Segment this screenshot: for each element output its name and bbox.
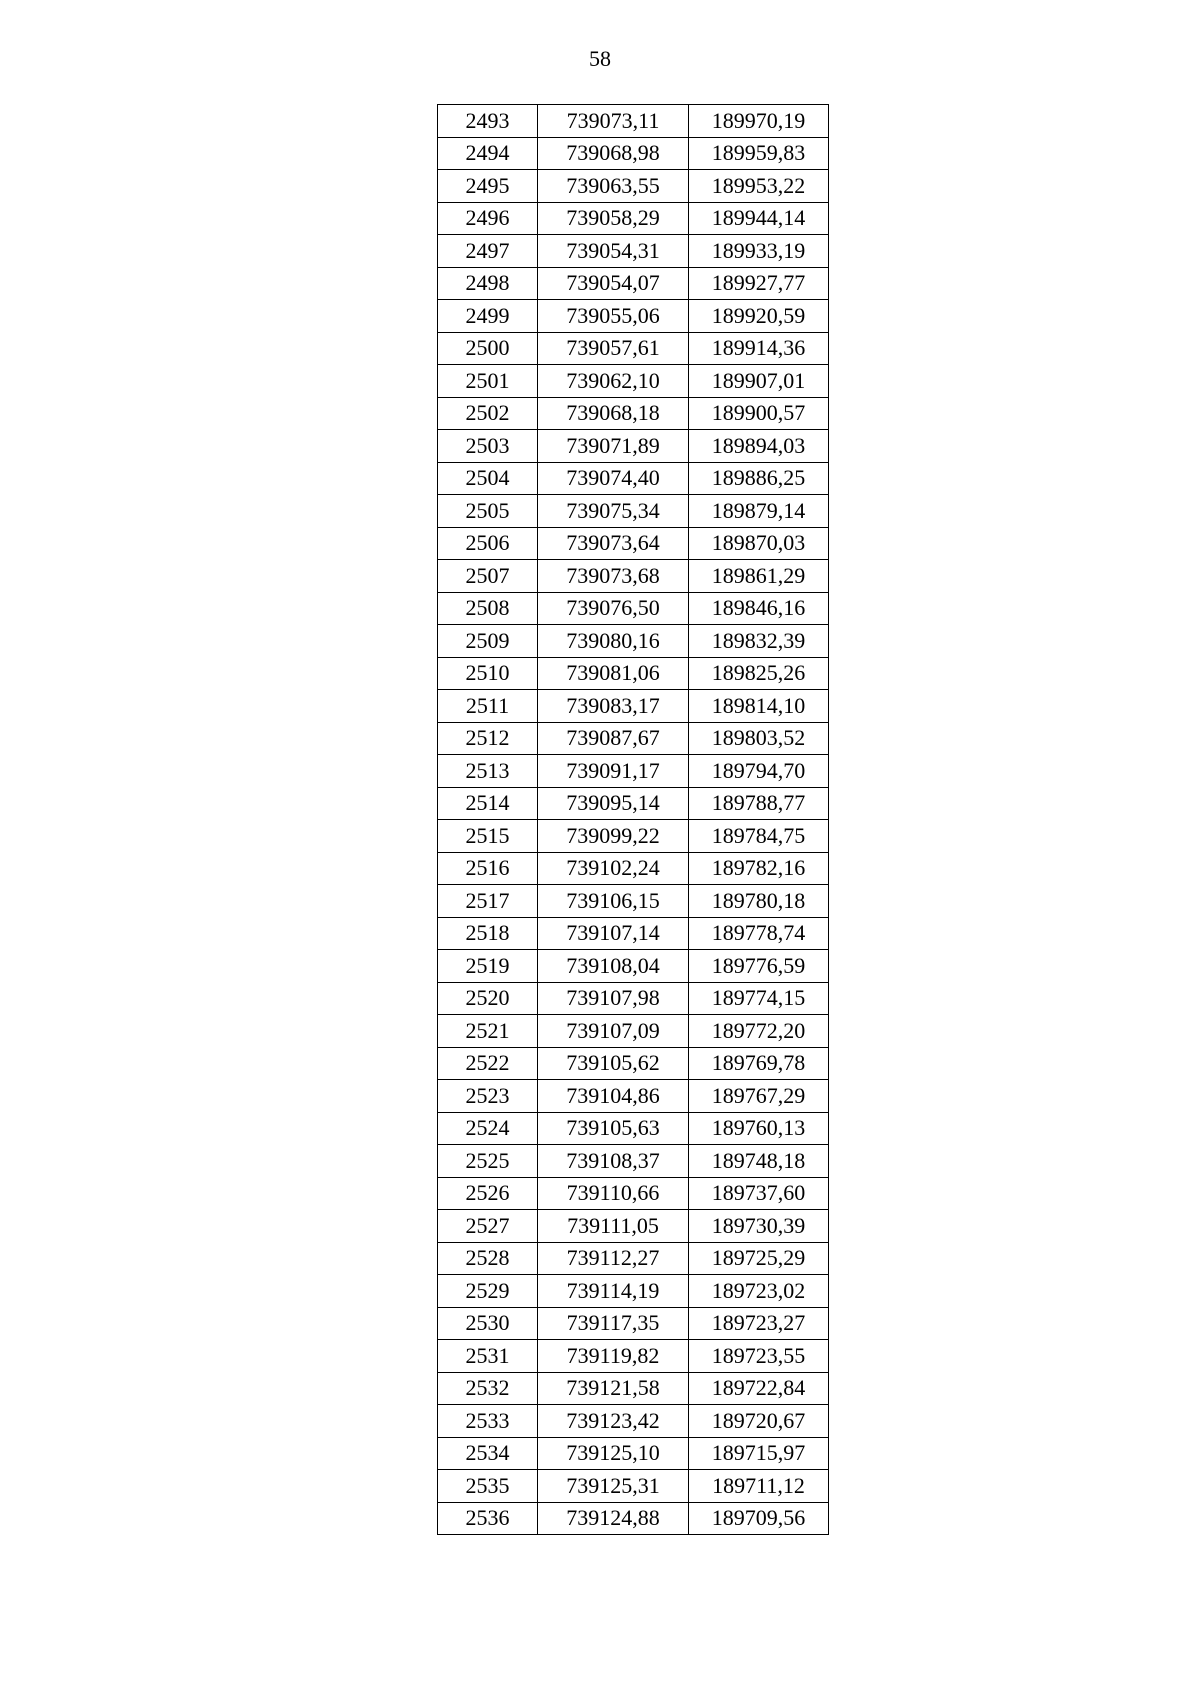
x-coordinate-cell: 739125,10 xyxy=(538,1437,689,1470)
x-coordinate-cell: 739083,17 xyxy=(538,690,689,723)
point-number-cell: 2508 xyxy=(438,592,538,625)
point-number-cell: 2529 xyxy=(438,1275,538,1308)
x-coordinate-cell: 739119,82 xyxy=(538,1340,689,1373)
x-coordinate-cell: 739105,62 xyxy=(538,1047,689,1080)
table-row xyxy=(438,235,829,268)
table-row xyxy=(438,170,829,203)
x-coordinate-cell: 739106,15 xyxy=(538,885,689,918)
table-row xyxy=(438,885,829,918)
table-row xyxy=(438,950,829,983)
x-coordinate-cell: 739087,67 xyxy=(538,722,689,755)
table-row xyxy=(438,1405,829,1438)
y-coordinate-cell: 189782,16 xyxy=(689,852,829,885)
x-coordinate-cell: 739105,63 xyxy=(538,1112,689,1145)
y-coordinate-cell: 189894,03 xyxy=(689,430,829,463)
y-coordinate-cell: 189879,14 xyxy=(689,495,829,528)
x-coordinate-cell: 739121,58 xyxy=(538,1372,689,1405)
x-coordinate-cell: 739073,11 xyxy=(538,105,689,138)
y-coordinate-cell: 189944,14 xyxy=(689,202,829,235)
table-row xyxy=(438,365,829,398)
point-number-cell: 2536 xyxy=(438,1502,538,1535)
x-coordinate-cell: 739104,86 xyxy=(538,1080,689,1113)
y-coordinate-cell: 189769,78 xyxy=(689,1047,829,1080)
point-number-cell: 2499 xyxy=(438,300,538,333)
point-number-cell: 2497 xyxy=(438,235,538,268)
point-number-cell: 2512 xyxy=(438,722,538,755)
point-number-cell: 2494 xyxy=(438,137,538,170)
point-number-cell: 2533 xyxy=(438,1405,538,1438)
table-row xyxy=(438,1307,829,1340)
x-coordinate-cell: 739111,05 xyxy=(538,1210,689,1243)
y-coordinate-cell: 189774,15 xyxy=(689,982,829,1015)
y-coordinate-cell: 189715,97 xyxy=(689,1437,829,1470)
table-row xyxy=(438,332,829,365)
table-row xyxy=(438,105,829,138)
point-number-cell: 2509 xyxy=(438,625,538,658)
y-coordinate-cell: 189953,22 xyxy=(689,170,829,203)
point-number-cell: 2515 xyxy=(438,820,538,853)
table-row xyxy=(438,1470,829,1503)
table-row xyxy=(438,722,829,755)
table-row xyxy=(438,560,829,593)
point-number-cell: 2524 xyxy=(438,1112,538,1145)
table-row xyxy=(438,1177,829,1210)
y-coordinate-cell: 189933,19 xyxy=(689,235,829,268)
table-row xyxy=(438,1242,829,1275)
y-coordinate-cell: 189825,26 xyxy=(689,657,829,690)
point-number-cell: 2493 xyxy=(438,105,538,138)
table-row xyxy=(438,137,829,170)
table-row xyxy=(438,300,829,333)
y-coordinate-cell: 189760,13 xyxy=(689,1112,829,1145)
point-number-cell: 2516 xyxy=(438,852,538,885)
y-coordinate-cell: 189803,52 xyxy=(689,722,829,755)
y-coordinate-cell: 189870,03 xyxy=(689,527,829,560)
x-coordinate-cell: 739073,68 xyxy=(538,560,689,593)
y-coordinate-cell: 189900,57 xyxy=(689,397,829,430)
x-coordinate-cell: 739112,27 xyxy=(538,1242,689,1275)
table-row xyxy=(438,1340,829,1373)
table-row xyxy=(438,657,829,690)
y-coordinate-cell: 189709,56 xyxy=(689,1502,829,1535)
y-coordinate-cell: 189722,84 xyxy=(689,1372,829,1405)
y-coordinate-cell: 189748,18 xyxy=(689,1145,829,1178)
point-number-cell: 2531 xyxy=(438,1340,538,1373)
y-coordinate-cell: 189711,12 xyxy=(689,1470,829,1503)
table-row xyxy=(438,1502,829,1535)
coordinates-table xyxy=(437,104,829,1535)
point-number-cell: 2526 xyxy=(438,1177,538,1210)
table-row xyxy=(438,787,829,820)
point-number-cell: 2514 xyxy=(438,787,538,820)
y-coordinate-cell: 189970,19 xyxy=(689,105,829,138)
y-coordinate-cell: 189959,83 xyxy=(689,137,829,170)
table-row xyxy=(438,982,829,1015)
table-row xyxy=(438,202,829,235)
y-coordinate-cell: 189927,77 xyxy=(689,267,829,300)
x-coordinate-cell: 739110,66 xyxy=(538,1177,689,1210)
x-coordinate-cell: 739058,29 xyxy=(538,202,689,235)
point-number-cell: 2528 xyxy=(438,1242,538,1275)
table-row xyxy=(438,1275,829,1308)
point-number-cell: 2496 xyxy=(438,202,538,235)
point-number-cell: 2535 xyxy=(438,1470,538,1503)
y-coordinate-cell: 189737,60 xyxy=(689,1177,829,1210)
table-row xyxy=(438,1015,829,1048)
table-row xyxy=(438,852,829,885)
point-number-cell: 2503 xyxy=(438,430,538,463)
point-number-cell: 2510 xyxy=(438,657,538,690)
x-coordinate-cell: 739091,17 xyxy=(538,755,689,788)
y-coordinate-cell: 189780,18 xyxy=(689,885,829,918)
y-coordinate-cell: 189832,39 xyxy=(689,625,829,658)
table-row xyxy=(438,462,829,495)
y-coordinate-cell: 189730,39 xyxy=(689,1210,829,1243)
point-number-cell: 2520 xyxy=(438,982,538,1015)
point-number-cell: 2517 xyxy=(438,885,538,918)
x-coordinate-cell: 739076,50 xyxy=(538,592,689,625)
point-number-cell: 2525 xyxy=(438,1145,538,1178)
coordinates-table-body xyxy=(438,105,829,1535)
table-row xyxy=(438,1112,829,1145)
x-coordinate-cell: 739107,14 xyxy=(538,917,689,950)
y-coordinate-cell: 189861,29 xyxy=(689,560,829,593)
y-coordinate-cell: 189914,36 xyxy=(689,332,829,365)
y-coordinate-cell: 189814,10 xyxy=(689,690,829,723)
y-coordinate-cell: 189784,75 xyxy=(689,820,829,853)
y-coordinate-cell: 189794,70 xyxy=(689,755,829,788)
x-coordinate-cell: 739099,22 xyxy=(538,820,689,853)
x-coordinate-cell: 739080,16 xyxy=(538,625,689,658)
table-row xyxy=(438,1210,829,1243)
point-number-cell: 2500 xyxy=(438,332,538,365)
point-number-cell: 2507 xyxy=(438,560,538,593)
y-coordinate-cell: 189788,77 xyxy=(689,787,829,820)
x-coordinate-cell: 739073,64 xyxy=(538,527,689,560)
x-coordinate-cell: 739068,98 xyxy=(538,137,689,170)
table-row xyxy=(438,690,829,723)
point-number-cell: 2498 xyxy=(438,267,538,300)
x-coordinate-cell: 739108,04 xyxy=(538,950,689,983)
x-coordinate-cell: 739075,34 xyxy=(538,495,689,528)
point-number-cell: 2504 xyxy=(438,462,538,495)
x-coordinate-cell: 739124,88 xyxy=(538,1502,689,1535)
y-coordinate-cell: 189846,16 xyxy=(689,592,829,625)
point-number-cell: 2521 xyxy=(438,1015,538,1048)
table-row xyxy=(438,917,829,950)
point-number-cell: 2502 xyxy=(438,397,538,430)
x-coordinate-cell: 739071,89 xyxy=(538,430,689,463)
x-coordinate-cell: 739117,35 xyxy=(538,1307,689,1340)
y-coordinate-cell: 189725,29 xyxy=(689,1242,829,1275)
table-row xyxy=(438,430,829,463)
x-coordinate-cell: 739081,06 xyxy=(538,657,689,690)
x-coordinate-cell: 739114,19 xyxy=(538,1275,689,1308)
table-row xyxy=(438,1145,829,1178)
point-number-cell: 2530 xyxy=(438,1307,538,1340)
y-coordinate-cell: 189723,55 xyxy=(689,1340,829,1373)
y-coordinate-cell: 189778,74 xyxy=(689,917,829,950)
table-row xyxy=(438,527,829,560)
page-number: 58 xyxy=(589,46,611,71)
x-coordinate-cell: 739054,31 xyxy=(538,235,689,268)
y-coordinate-cell: 189776,59 xyxy=(689,950,829,983)
point-number-cell: 2522 xyxy=(438,1047,538,1080)
x-coordinate-cell: 739068,18 xyxy=(538,397,689,430)
y-coordinate-cell: 189720,67 xyxy=(689,1405,829,1438)
x-coordinate-cell: 739062,10 xyxy=(538,365,689,398)
point-number-cell: 2511 xyxy=(438,690,538,723)
y-coordinate-cell: 189907,01 xyxy=(689,365,829,398)
point-number-cell: 2506 xyxy=(438,527,538,560)
x-coordinate-cell: 739107,09 xyxy=(538,1015,689,1048)
table-row xyxy=(438,397,829,430)
x-coordinate-cell: 739107,98 xyxy=(538,982,689,1015)
point-number-cell: 2534 xyxy=(438,1437,538,1470)
x-coordinate-cell: 739102,24 xyxy=(538,852,689,885)
table-row xyxy=(438,625,829,658)
point-number-cell: 2501 xyxy=(438,365,538,398)
x-coordinate-cell: 739095,14 xyxy=(538,787,689,820)
x-coordinate-cell: 739054,07 xyxy=(538,267,689,300)
x-coordinate-cell: 739063,55 xyxy=(538,170,689,203)
point-number-cell: 2495 xyxy=(438,170,538,203)
x-coordinate-cell: 739123,42 xyxy=(538,1405,689,1438)
table-row xyxy=(438,1080,829,1113)
y-coordinate-cell: 189723,27 xyxy=(689,1307,829,1340)
point-number-cell: 2513 xyxy=(438,755,538,788)
table-row xyxy=(438,267,829,300)
table-row xyxy=(438,1047,829,1080)
y-coordinate-cell: 189772,20 xyxy=(689,1015,829,1048)
table-row xyxy=(438,820,829,853)
point-number-cell: 2505 xyxy=(438,495,538,528)
table-row xyxy=(438,1437,829,1470)
point-number-cell: 2519 xyxy=(438,950,538,983)
table-row xyxy=(438,495,829,528)
x-coordinate-cell: 739055,06 xyxy=(538,300,689,333)
x-coordinate-cell: 739057,61 xyxy=(538,332,689,365)
point-number-cell: 2518 xyxy=(438,917,538,950)
y-coordinate-cell: 189920,59 xyxy=(689,300,829,333)
x-coordinate-cell: 739125,31 xyxy=(538,1470,689,1503)
table-row xyxy=(438,755,829,788)
y-coordinate-cell: 189723,02 xyxy=(689,1275,829,1308)
table-row xyxy=(438,1372,829,1405)
table-row xyxy=(438,592,829,625)
x-coordinate-cell: 739108,37 xyxy=(538,1145,689,1178)
point-number-cell: 2523 xyxy=(438,1080,538,1113)
y-coordinate-cell: 189767,29 xyxy=(689,1080,829,1113)
y-coordinate-cell: 189886,25 xyxy=(689,462,829,495)
point-number-cell: 2532 xyxy=(438,1372,538,1405)
x-coordinate-cell: 739074,40 xyxy=(538,462,689,495)
point-number-cell: 2527 xyxy=(438,1210,538,1243)
